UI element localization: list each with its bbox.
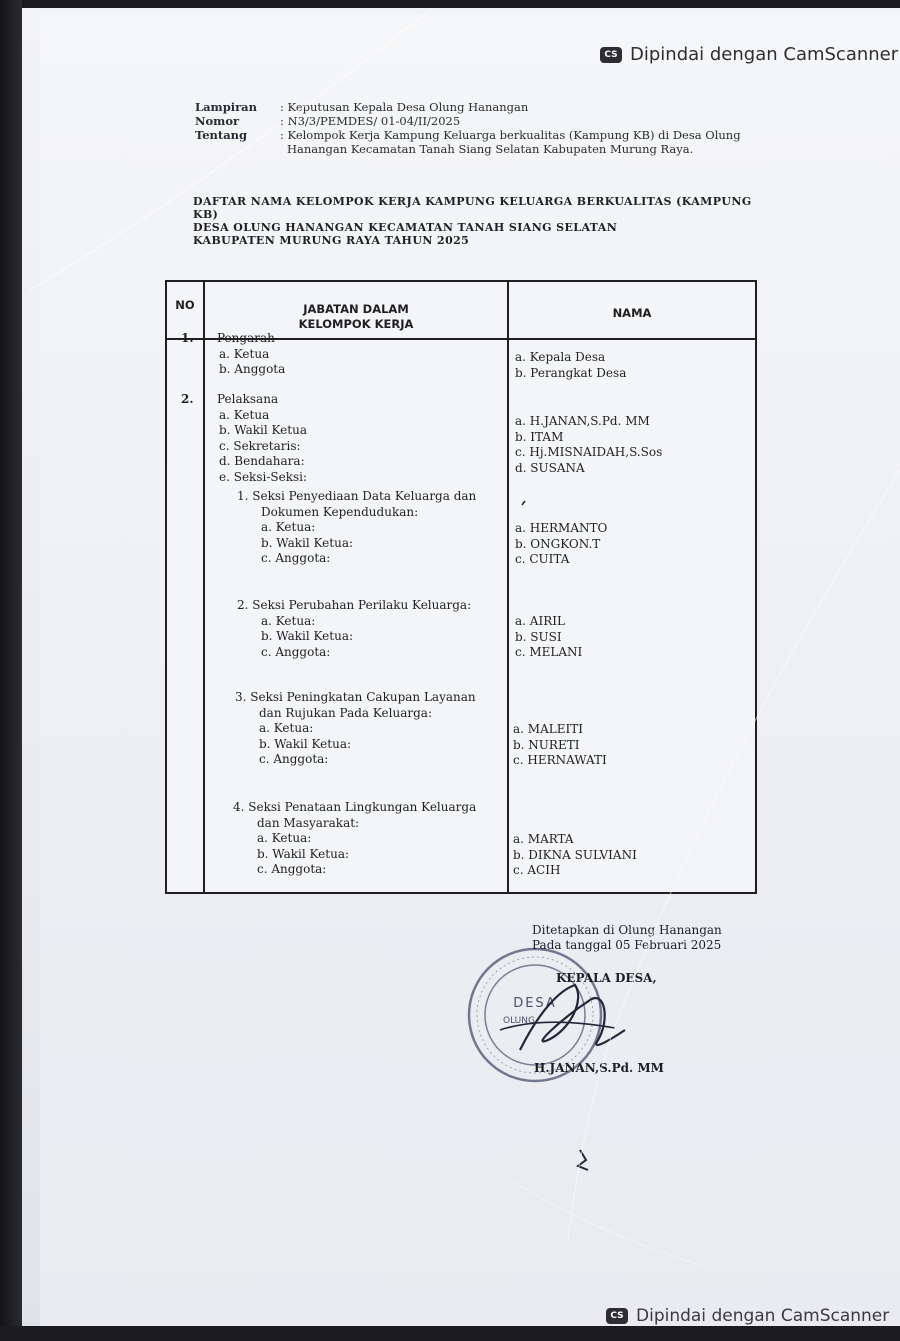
list-item: Pelaksana a. Ketua b. Wakil Ketua c. Sekretaris: d. Bendahara: e. Seksi-Seksi: (217, 392, 308, 484)
table-divider-no (203, 282, 205, 892)
tentang-value-2: Hanangan Kecamatan Tanah Siang Selatan Kabupaten Murung Raya. (287, 142, 694, 156)
lampiran-label: Lampiran (195, 100, 257, 114)
document-heading (193, 195, 773, 247)
tentang-value-1: : Kelompok Kerja Kampung Keluarga berkualitas (Kampung KB) di Desa Olung (280, 128, 741, 142)
row-no-1: 1. (181, 331, 194, 345)
header-nama: NAMA (612, 306, 652, 320)
camscanner-text: Dipindai dengan CamScanner (636, 1306, 890, 1326)
monitor-bezel-left (0, 0, 22, 1341)
header-jabatan: JABATAN DALAM KELOMPOK KERJA (298, 302, 414, 331)
list-item: a. H.JANAN,S.Pd. MM b. ITAM c. Hj.MISNAIDAH,S.Sos d. SUSANA (515, 414, 663, 475)
signature-place: Ditetapkan di Olung Hanangan (532, 923, 722, 937)
monitor-bezel-top (0, 0, 900, 8)
list-item: 2. Seksi Perubahan Perilaku Keluarga: a. Ketua: b. Wakil Ketua: c. Anggota: (237, 598, 472, 659)
header-no: NO (175, 298, 195, 312)
document-meta (195, 100, 757, 156)
camscanner-text: Dipindai dengan CamScanner (630, 44, 899, 65)
signature-date: Pada tanggal 05 Februari 2025 (532, 938, 722, 952)
signature-name: H.JANAN,S.Pd. MM (534, 1061, 664, 1075)
camscanner-watermark-bottom (606, 1306, 889, 1326)
list-item: 4. Seksi Penataan Lingkungan Keluarga dan Masyarakat: a. Ketua: b. Wakil Ketua: c. Anggota: (233, 800, 477, 876)
heading-line-3: KABUPATEN MURUNG RAYA TAHUN 2025 (193, 234, 470, 247)
list-item: Pengarah a. Ketua b. Anggota (217, 331, 286, 376)
camscanner-logo-icon: CS (606, 1308, 628, 1324)
stamp-center-text: DESA (513, 996, 557, 1011)
camscanner-logo-icon: CS (600, 47, 622, 63)
list-item: a. MARTA b. DIKNA SULVIANI c. ACIH (513, 832, 637, 877)
lampiran-value: : Keputusan Kepala Desa Olung Hanangan (280, 100, 529, 114)
camscanner-watermark-top (600, 44, 898, 65)
tentang-label: Tentang (195, 128, 248, 142)
stamp-sub-text: OLUNG (503, 1016, 535, 1026)
list-item: a. Kepala Desa b. Perangkat Desa (515, 350, 627, 380)
nomor-label: Nomor (195, 114, 240, 128)
list-item: a. AIRIL b. SUSI c. MELANI (515, 614, 583, 659)
nomor-value: : N3/3/PEMDES/ 01-04/II/2025 (280, 114, 461, 128)
kelompok-kerja-table (165, 280, 757, 894)
heading-line-2: DESA OLUNG HANANGAN KECAMATAN TANAH SIANG SELATAN (193, 221, 618, 234)
list-item: a. HERMANTO b. ONGKON.T c. CUITA (515, 521, 608, 566)
table-divider-nama (507, 282, 509, 892)
signature-role: KEPALA DESA, (556, 971, 657, 985)
list-item: 1. Seksi Penyediaan Data Keluarga dan Dokumen Kependudukan: a. Ketua: b. Wakil Ketua: c. Anggota: (237, 489, 477, 565)
row-no-2: 2. (181, 392, 194, 406)
monitor-bezel-bottom (0, 1326, 900, 1341)
heading-line-1: DAFTAR NAMA KELOMPOK KERJA KAMPUNG KELUARGA BERKUALITAS (KAMPUNG KB) (193, 195, 752, 221)
list-item: 3. Seksi Peningkatan Cakupan Layanan dan Rujukan Pada Keluarga: a. Ketua: b. Wakil Ketua: c. Anggota: (235, 690, 476, 766)
list-item: a. MALEITI b. NURETI c. HERNAWATI (513, 722, 607, 767)
